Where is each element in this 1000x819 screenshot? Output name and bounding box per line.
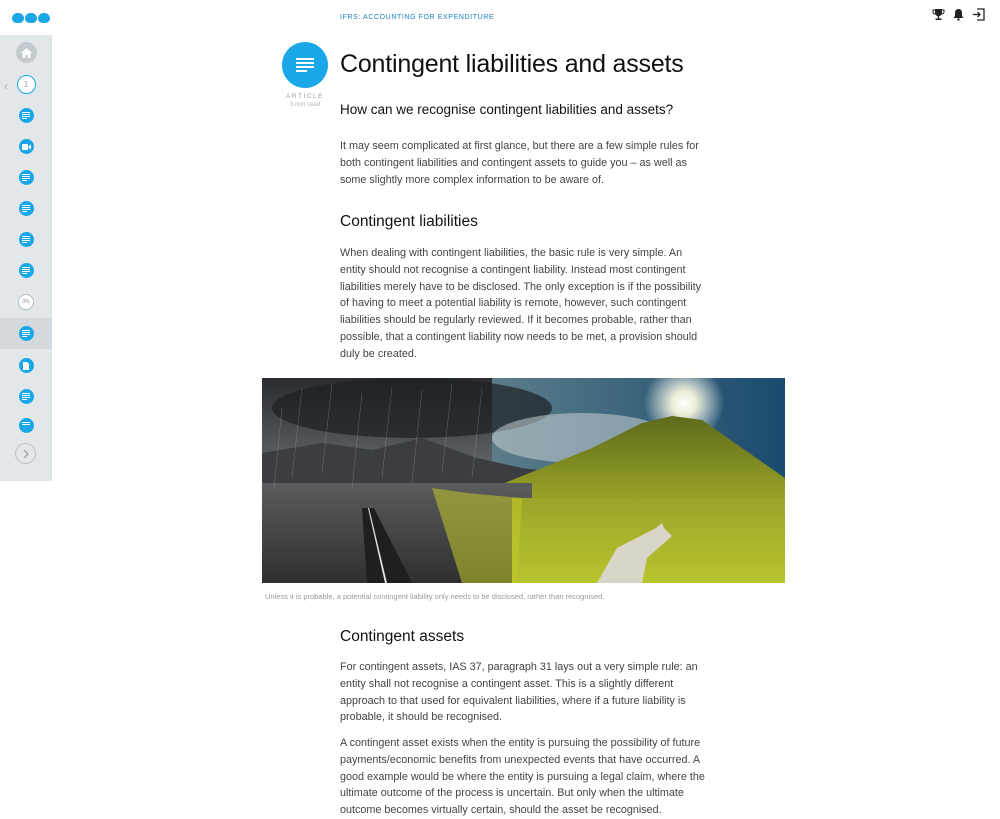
article-icon: [19, 418, 34, 433]
logo-shape: [38, 13, 50, 23]
sidebar-step-current[interactable]: [0, 69, 52, 100]
assets-paragraph-1: For contingent assets, IAS 37, paragraph 31 lays out a very simple rule: an entity shall not recognise a contingent asset. This is a slightly different approach to that used for equivalent liabilities, where if a future liability is probable, it should be recognised.: [340, 661, 698, 724]
top-toolbar: [932, 8, 986, 22]
sidebar-item-article[interactable]: [0, 255, 52, 286]
course-title[interactable]: IFRS: ACCOUNTING FOR EXPENDITURE: [340, 14, 495, 21]
article-icon: [19, 326, 34, 341]
trophy-icon[interactable]: [932, 8, 946, 22]
logout-icon[interactable]: [972, 8, 986, 22]
sidebar-next-button[interactable]: [15, 443, 36, 464]
article-icon: [19, 201, 34, 216]
sidebar-item-article[interactable]: [0, 224, 52, 255]
sidebar-item-article-active[interactable]: [0, 318, 52, 349]
video-icon: [19, 139, 34, 154]
page-title: Contingent liabilities and assets: [340, 50, 684, 78]
intro-paragraph: It may seem complicated at first glance, but there are a few simple rules for both contingent liabilities and contingent assets to guide you – as well as some slightly more complex information to be aware of.: [340, 140, 699, 186]
liabilities-paragraph: When dealing with contingent liabilities, the basic rule is very simple. An entity should not recognise a contingent liability. Instead most contingent liabilities merely have to be disclosed. The only exception is if the possibility of having to meet a potential liability is remote, however, such contingent liabilities should be regularly reviewed. If it becomes probable, rather than possible, that a contingent liability now needs to be met, a provision should duly be created.: [340, 247, 702, 360]
bell-icon[interactable]: [952, 8, 966, 22]
document-icon: [19, 358, 34, 373]
chevron-right-icon: [23, 449, 29, 459]
article-type-label: ARTICLE: [286, 93, 324, 100]
article-image: [262, 378, 785, 583]
sidebar-item-document[interactable]: [0, 350, 52, 381]
app-logo[interactable]: [12, 13, 50, 23]
sidebar-item-article[interactable]: [0, 412, 52, 428]
logo-shape: [25, 13, 37, 23]
sidebar-item-article[interactable]: [0, 381, 52, 412]
sidebar-item-article[interactable]: [0, 100, 52, 131]
progress-icon: 0%: [18, 294, 34, 310]
article-icon: [19, 232, 34, 247]
sidebar-item-article[interactable]: [0, 162, 52, 193]
sidebar-home[interactable]: [0, 37, 52, 68]
article-icon: [295, 56, 315, 74]
article-icon: [19, 263, 34, 278]
sidebar-item-video[interactable]: [0, 131, 52, 162]
course-sidebar: [0, 35, 52, 481]
section-heading-liabilities: Contingent liabilities: [340, 213, 478, 230]
article-icon: [19, 389, 34, 404]
read-time: 3 min read: [289, 101, 321, 108]
sidebar-item-article[interactable]: [0, 193, 52, 224]
chevron-left-icon[interactable]: ‹: [4, 79, 8, 93]
step-number-badge: 1: [17, 75, 36, 94]
article-subtitle: How can we recognise contingent liabilities and assets?: [340, 102, 674, 117]
article-icon: [19, 108, 34, 123]
section-heading-assets: Contingent assets: [340, 628, 465, 645]
assets-paragraph-2: A contingent asset exists when the entity is pursuing the possibility of future payments/economic benefits from unexpected events that have occurred. A good example would be where the entity is pursuing a legal claim, where the ultimate outcome of the process is uncertain. But only when the ultimate outcome becomes virtually certain, should the asset be recognised.: [340, 737, 705, 817]
image-caption: Unless it is probable, a potential contingent liability only needs to be disclosed, rather than recognised.: [265, 592, 605, 601]
home-icon: [16, 42, 37, 63]
article-icon: [19, 170, 34, 185]
article-type-badge: [282, 42, 328, 88]
sidebar-item-progress[interactable]: [0, 286, 52, 317]
logo-shape: [12, 13, 24, 23]
